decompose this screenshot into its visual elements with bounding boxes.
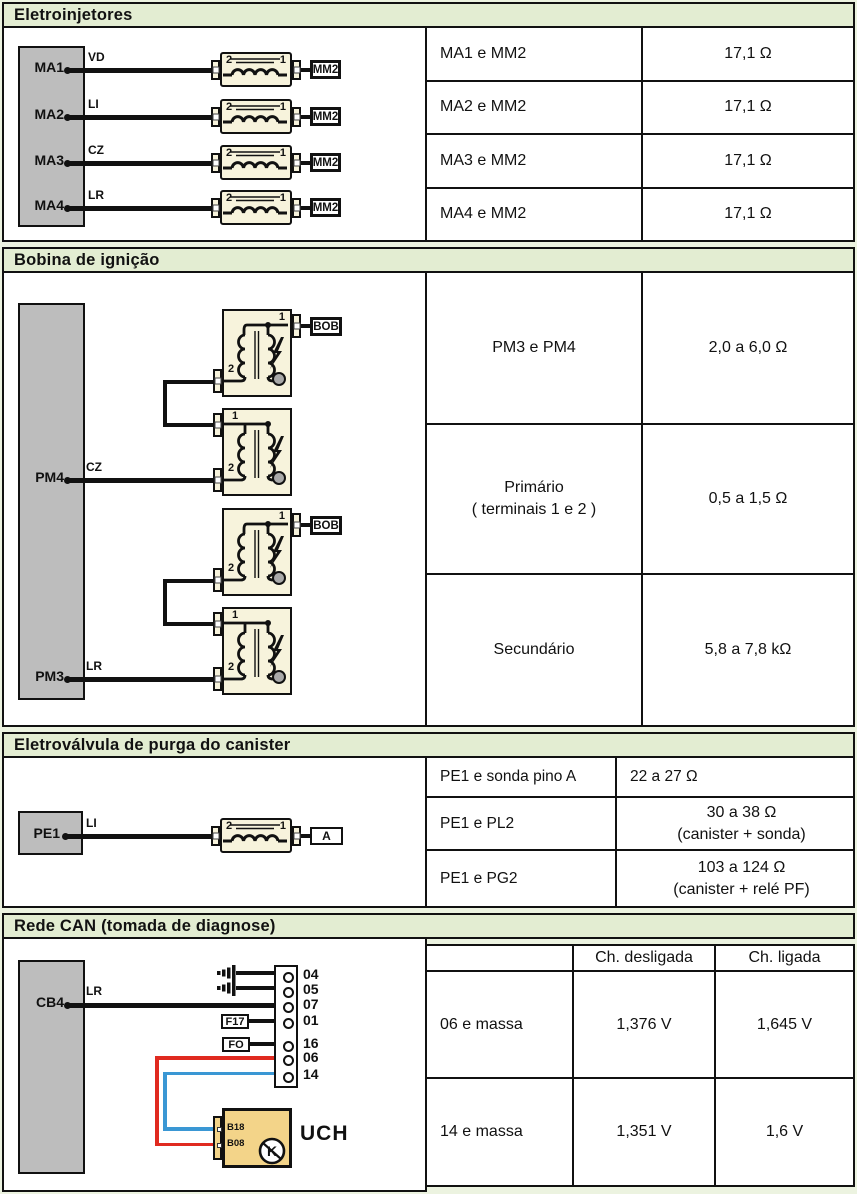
cell-line: Primário <box>504 479 564 497</box>
link-wire <box>163 579 213 583</box>
spark-icon <box>270 536 284 568</box>
ignition-table <box>425 271 855 727</box>
pin-number-1: 1 <box>232 410 239 422</box>
ignition-coil-symbol <box>222 408 292 496</box>
pin-number-2: 2 <box>228 363 235 375</box>
socket-pin-label: 14 <box>303 1066 319 1082</box>
pin-number-2: 2 <box>226 147 233 159</box>
socket-pin-label: 06 <box>303 1049 319 1065</box>
can-wire-red <box>155 1056 159 1146</box>
spark-plug-circle <box>273 572 285 584</box>
table-cell: Secundário <box>427 575 641 725</box>
injectors-table <box>425 26 855 242</box>
section-title-text: Rede CAN (tomada de diagnose) <box>14 916 276 935</box>
cell-line: ( terminais 1 e 2 ) <box>471 501 597 518</box>
connector-tab <box>213 667 222 691</box>
connector-tab <box>213 369 222 393</box>
bob-label-box: BOB <box>310 516 342 535</box>
wire-color-label: VD <box>88 50 105 64</box>
ecu-connector-block-cb <box>18 960 85 1174</box>
table-cell: 17,1 Ω <box>643 189 853 241</box>
pin-number-2: 2 <box>226 101 233 113</box>
cell-line: 103 a 124 Ω <box>697 858 786 876</box>
table-cell <box>617 798 853 849</box>
wire-to-mm2 <box>301 68 310 72</box>
pin-number-1: 1 <box>279 192 286 204</box>
connector-tab <box>213 413 222 437</box>
pin-number-1: 1 <box>279 820 286 832</box>
table-cell: 17,1 Ω <box>643 28 853 80</box>
table-cell: 14 e massa <box>427 1079 572 1185</box>
table-cell: MA4 e MM2 <box>427 189 641 241</box>
spark-plug-circle <box>273 373 285 385</box>
section-title-canister <box>2 732 855 758</box>
uch-name-label: UCH <box>300 1122 349 1145</box>
wire-color-label: CZ <box>88 143 104 157</box>
socket-pin-hole <box>283 987 294 998</box>
mm2-label-box: MM2 <box>310 198 341 217</box>
wire-to-mm2 <box>301 206 310 210</box>
pin-number-2: 2 <box>228 462 235 474</box>
ignition-coil-graphic <box>224 510 289 593</box>
connector-tab <box>213 568 222 592</box>
ground-icon <box>214 979 236 997</box>
wire-to-mm2 <box>301 115 310 119</box>
spark-plug-circle <box>273 671 285 683</box>
connector-tab <box>292 107 301 127</box>
ecu-pin-label: MA1 <box>34 59 64 75</box>
socket-pin-hole <box>283 1002 294 1013</box>
wire-to-bob <box>301 324 310 328</box>
connector-tab <box>292 513 301 537</box>
uch-pin-label: B18 <box>227 1122 245 1133</box>
can-wire-blue <box>163 1072 167 1131</box>
socket-pin-hole <box>283 1055 294 1066</box>
can-wire-blue <box>163 1127 215 1131</box>
connector-tab <box>292 314 301 338</box>
table-cell: 1,6 V <box>716 1079 853 1185</box>
uch-pin-label: B08 <box>227 1138 245 1149</box>
table-cell: PM3 e PM4 <box>427 273 641 423</box>
connector-tab <box>292 60 301 80</box>
pin-number-2: 2 <box>226 192 233 204</box>
table-cell: MA3 e MM2 <box>427 135 641 187</box>
pin-number-2: 2 <box>228 562 235 574</box>
table-cell <box>427 425 641 573</box>
socket-pin-label: 01 <box>303 1012 319 1028</box>
ignition-coil-graphic <box>224 311 289 394</box>
spark-icon <box>270 337 284 369</box>
table-cell: PE1 e PL2 <box>427 798 615 849</box>
wire-color-label: LR <box>86 984 102 998</box>
injector-symbol <box>220 52 292 87</box>
connector-tab <box>211 60 220 80</box>
pin-number-2: 2 <box>228 661 235 673</box>
table-col-header: Ch. desligada <box>574 946 714 970</box>
pin-number-1: 1 <box>232 609 239 621</box>
spark-icon <box>270 436 284 468</box>
fuse-wire <box>250 1042 274 1046</box>
pin-number-2: 2 <box>226 54 233 66</box>
socket-pin-label: 07 <box>303 996 319 1012</box>
pin-number-1: 1 <box>278 311 285 323</box>
socket-pin-label: 04 <box>303 966 319 982</box>
ignition-coil-symbol <box>222 309 292 397</box>
purge-valve-symbol <box>220 818 292 853</box>
link-wire <box>163 380 167 427</box>
ecu-pin-label: MA4 <box>34 197 64 213</box>
wire-li <box>68 834 212 839</box>
table-cell: MA2 e MM2 <box>427 82 641 134</box>
ecu-pin-label: CB4 <box>35 994 64 1010</box>
link-wire <box>163 423 213 427</box>
wire-to-a <box>301 834 310 838</box>
ecu-pin-label: PE1 <box>33 825 60 841</box>
connector-tab <box>213 612 222 636</box>
pin-number-1: 1 <box>279 54 286 66</box>
ground-wire <box>236 971 274 975</box>
table-cell: 17,1 Ω <box>643 82 853 134</box>
fuse-f17-box: F17 <box>221 1014 249 1029</box>
table-cell: 06 e massa <box>427 972 572 1077</box>
socket-pin-label: 05 <box>303 981 319 997</box>
ignition-coil-symbol <box>222 508 292 596</box>
section-title-bobina <box>2 247 855 273</box>
table-cell: 1,351 V <box>574 1079 714 1185</box>
cell-line: (canister + relé PF) <box>673 880 810 898</box>
ignition-coil-graphic <box>224 410 289 493</box>
can-table <box>425 944 855 1187</box>
connector-tab <box>211 198 220 218</box>
link-wire <box>163 380 213 384</box>
a-label-box: A <box>310 827 343 845</box>
table-col-header: Ch. ligada <box>716 946 853 970</box>
mm2-label-box: MM2 <box>310 107 341 126</box>
section-title-eletroinjetores <box>2 2 855 28</box>
pin-number-2: 2 <box>226 820 233 832</box>
wire-color-label: LI <box>86 816 97 830</box>
wire-cz <box>70 161 212 166</box>
fuse-wire <box>249 1019 274 1023</box>
mm2-label-box: MM2 <box>310 153 341 172</box>
wire-lr <box>70 1003 274 1008</box>
wire-lr <box>70 677 213 682</box>
injector-symbol <box>220 145 292 180</box>
link-wire <box>163 579 167 626</box>
table-cell: 1,645 V <box>716 972 853 1077</box>
section-title-text: Eletroválvula de purga do canister <box>14 735 291 754</box>
socket-pin-hole <box>283 1041 294 1052</box>
fuse-fo-box: FO <box>222 1037 250 1052</box>
diagnostic-socket <box>274 965 298 1088</box>
table-cell: 2,0 a 6,0 Ω <box>643 273 853 423</box>
section-title-text: Bobina de ignição <box>14 250 160 269</box>
ecu-pin-label: PM3 <box>35 668 64 684</box>
cell-line: 30 a 38 Ω <box>706 803 777 821</box>
ignition-coil-symbol <box>222 607 292 695</box>
wire-color-label: LR <box>88 188 104 202</box>
spark-icon <box>270 635 284 667</box>
injector-symbol <box>220 190 292 225</box>
spark-plug-circle <box>273 472 285 484</box>
ecu-pin-label: MA2 <box>34 106 64 122</box>
socket-pin-hole <box>283 1072 294 1083</box>
connector-tab <box>292 153 301 173</box>
table-cell: PE1 e PG2 <box>427 851 615 906</box>
connector-tab <box>211 826 220 846</box>
connector-tab <box>213 468 222 492</box>
wire-color-label: LR <box>86 659 102 673</box>
can-wire-red <box>155 1056 274 1060</box>
ground-wire <box>236 986 274 990</box>
k-logo-icon <box>258 1137 286 1165</box>
table-cell: 1,376 V <box>574 972 714 1077</box>
wire-color-label: CZ <box>86 460 102 474</box>
injector-symbol <box>220 99 292 134</box>
table-cell <box>617 851 853 906</box>
wire-cz <box>70 478 213 483</box>
wire-color-label: LI <box>88 97 99 111</box>
section-title-rede-can <box>2 913 855 939</box>
pin-number-1: 1 <box>278 510 285 522</box>
table-cell: 5,8 a 7,8 kΩ <box>643 575 853 725</box>
table-cell: MA1 e MM2 <box>427 28 641 80</box>
svg-text:K: K <box>266 1143 278 1159</box>
table-cell: PE1 e sonda pino A <box>427 758 615 796</box>
pin-number-1: 1 <box>279 147 286 159</box>
connector-tab <box>211 153 220 173</box>
table-cell-blank <box>427 946 572 970</box>
wire-li <box>70 115 212 120</box>
connector-tab <box>211 107 220 127</box>
connector-tab <box>292 826 301 846</box>
bob-label-box: BOB <box>310 317 342 336</box>
table-cell: 0,5 a 1,5 Ω <box>643 425 853 573</box>
link-wire <box>163 622 213 626</box>
pin-number-1: 1 <box>279 101 286 113</box>
wire-to-mm2 <box>301 161 310 165</box>
ecu-pin-label: MA3 <box>34 152 64 168</box>
canister-table <box>425 756 855 908</box>
connector-tab <box>292 198 301 218</box>
table-cell: 17,1 Ω <box>643 135 853 187</box>
wire-to-bob <box>301 523 310 527</box>
ecu-connector-block-pm <box>18 303 85 700</box>
ignition-coil-graphic <box>224 609 289 692</box>
wire-vd <box>70 68 212 73</box>
socket-pin-hole <box>283 1018 294 1029</box>
wire-lr <box>70 206 212 211</box>
can-wire-blue <box>163 1072 274 1076</box>
socket-pin-label: 16 <box>303 1035 319 1051</box>
uch-connector-strip <box>213 1116 222 1160</box>
socket-pin-hole <box>283 972 294 983</box>
section-title-text: Eletroinjetores <box>14 5 133 24</box>
mm2-label-box: MM2 <box>310 60 341 79</box>
cell-line: (canister + sonda) <box>677 825 806 843</box>
ecu-pin-label: PM4 <box>35 469 64 485</box>
can-wire-red <box>155 1143 215 1147</box>
table-cell: 22 a 27 Ω <box>617 758 853 796</box>
